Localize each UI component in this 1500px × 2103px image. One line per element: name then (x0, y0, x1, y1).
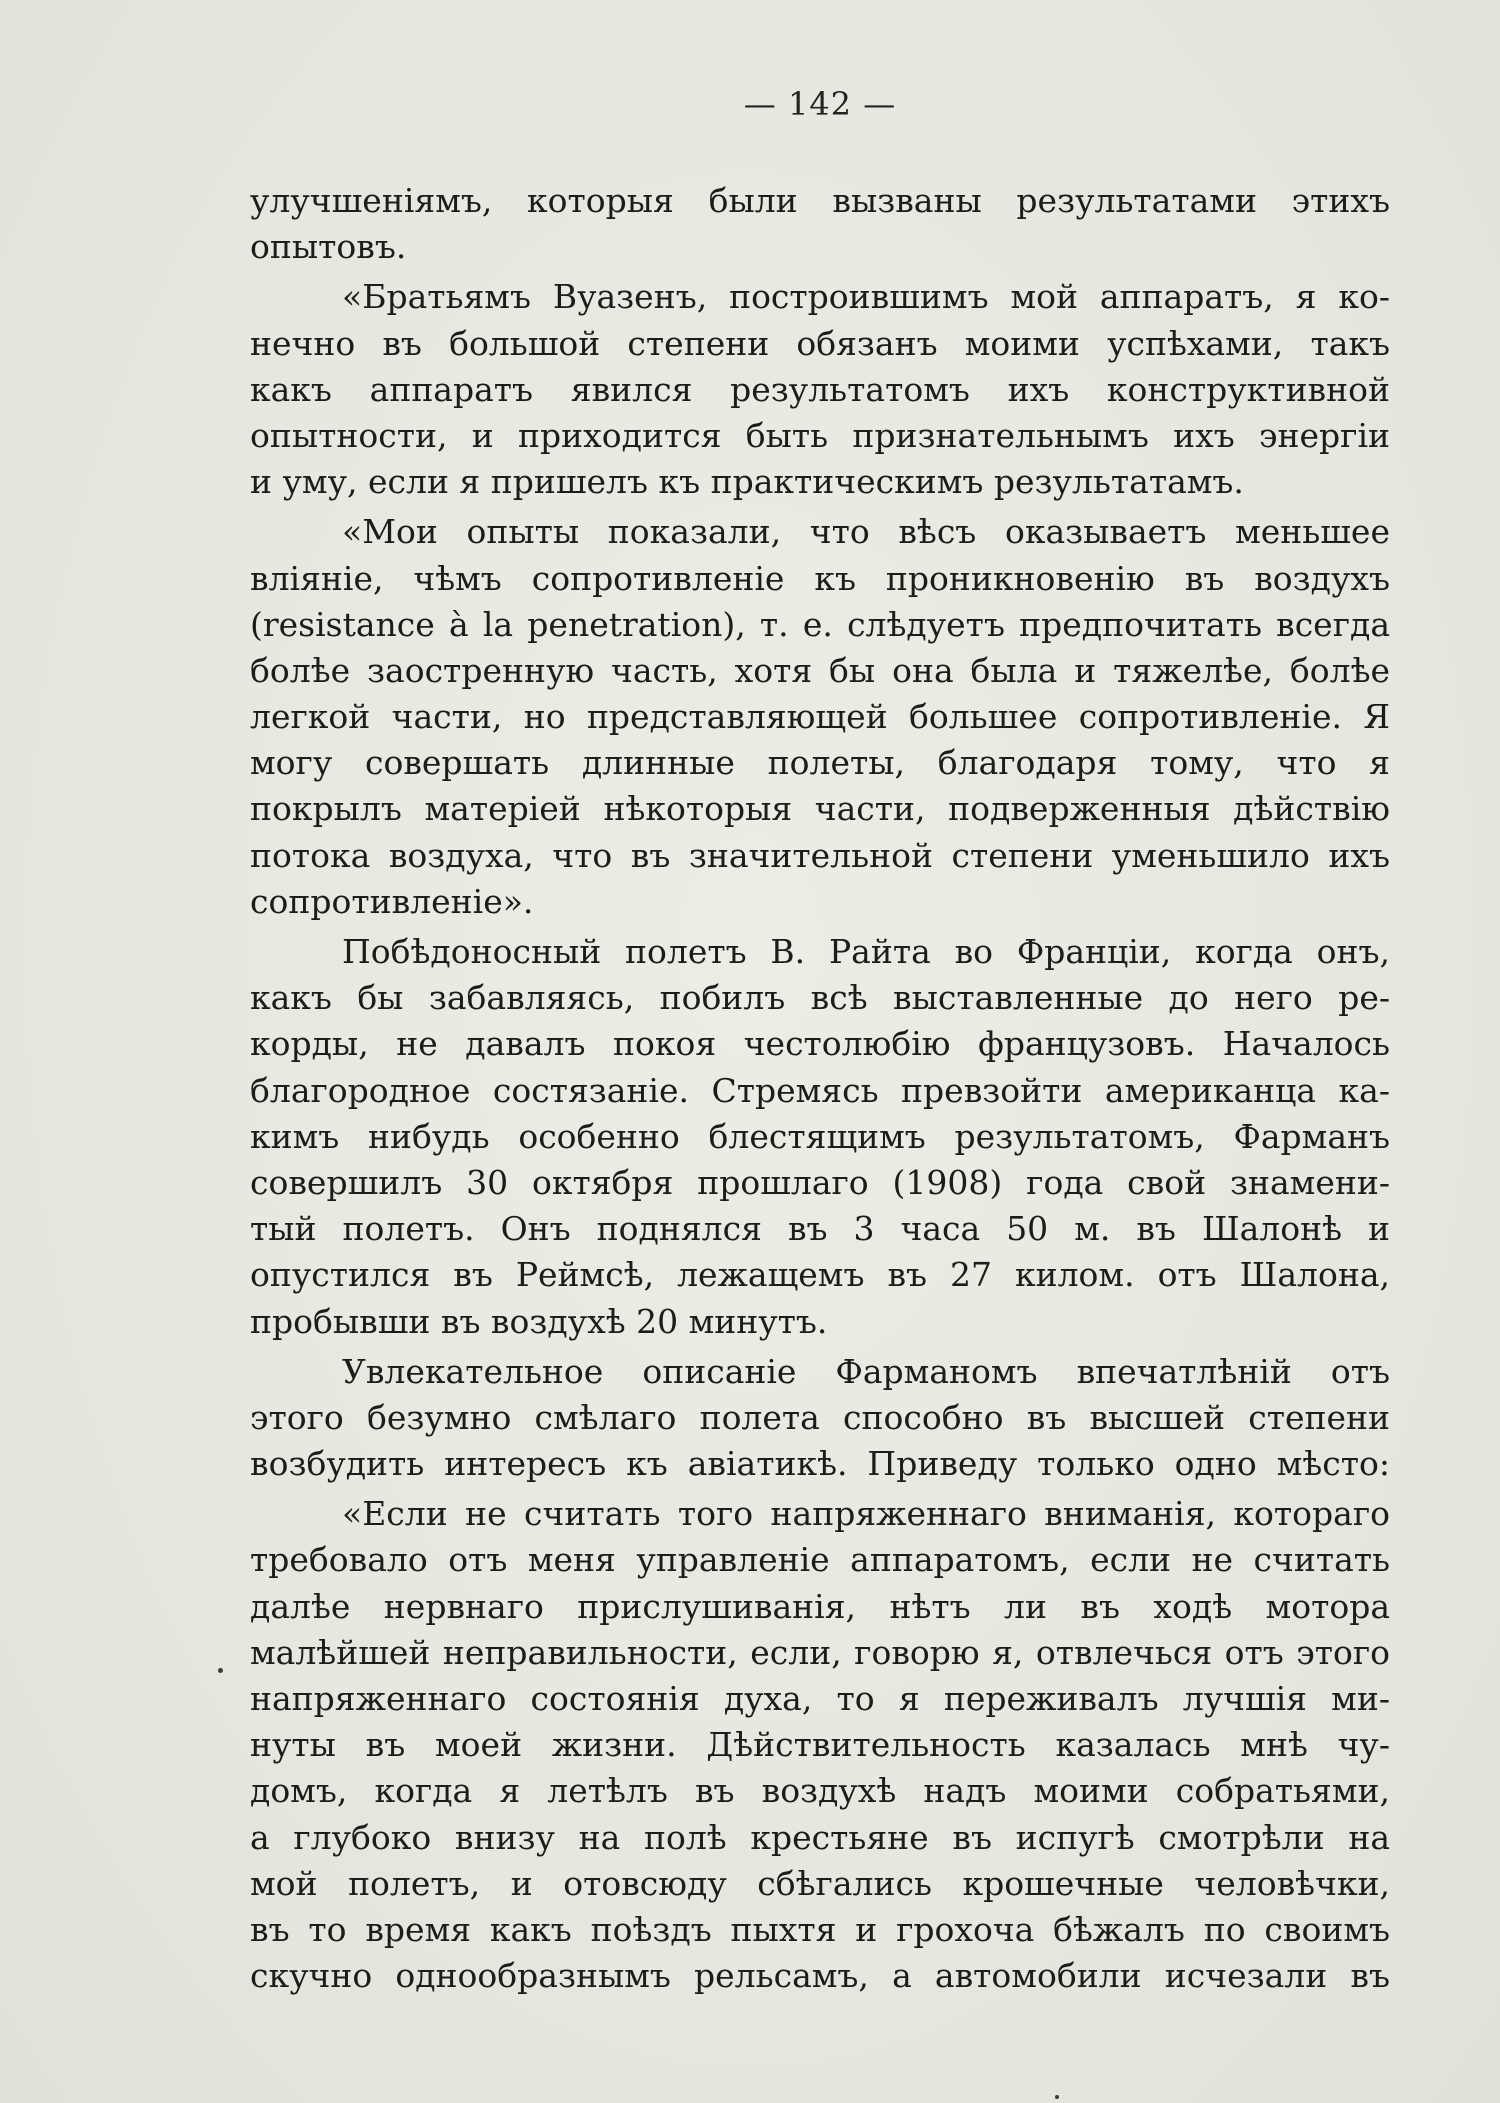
text-line: Побѣдоносный полетъ В. Райта во Франціи, когда онъ, (342, 932, 1390, 971)
text-line: болѣе заостренную часть, хотя бы она была и тяжелѣе, болѣе (250, 650, 1390, 690)
text-line: могу совершать длинные полеты, благодаря тому, что я (250, 743, 1390, 783)
text-line: покрылъ матеріей нѣкоторыя части, подверженныя дѣйствію (250, 789, 1390, 829)
text-line: опытовъ. (250, 227, 407, 267)
text-line: легкой части, но представляющей большее сопротивленіе. Я (250, 697, 1390, 737)
text-line: нуты въ моей жизни. Дѣйствительность казалась мнѣ чу- (250, 1725, 1390, 1765)
text-line: а глубоко внизу на полѣ крестьяне въ испугѣ смотрѣли на (250, 1817, 1390, 1857)
text-line: этого безумно смѣлаго полета способно въ высшей степени (250, 1397, 1390, 1437)
text-line: Увлекательное описаніе Фарманомъ впечатлѣній отъ (342, 1351, 1390, 1391)
text-line: благородное состязаніе. Стремясь превзойти американца ка- (250, 1070, 1390, 1110)
text-line: скучно однообразнымъ рельсамъ, а автомобили исчезали въ (250, 1956, 1390, 1996)
text-line: потока воздуха, что въ значительной степени уменьшило ихъ (250, 835, 1390, 875)
page-number: — 142 — (743, 85, 897, 123)
text-line: мой полетъ, и отовсюду сбѣгались крошечные человѣчки, (250, 1863, 1390, 1903)
text-line: малѣйшей неправильности, если, говорю я, отвлечься отъ этого (250, 1632, 1390, 1672)
text-line: домъ, когда я летѣлъ въ воздухѣ надъ моими собратьями, (250, 1771, 1390, 1811)
text-line: вліяніе, чѣмъ сопротивленіе къ проникновенію въ воздухъ (250, 558, 1390, 598)
text-line: кимъ нибудь особенно блестящимъ результатомъ, Фарманъ (250, 1116, 1390, 1156)
text-line: и уму, если я пришелъ къ практическимъ результатамъ. (250, 462, 1244, 502)
text-line: какъ аппаратъ явился результатомъ ихъ конструктивной (250, 369, 1390, 409)
text-line: тый полетъ. Онъ поднялся въ 3 часа 50 м. въ Шалонѣ и (250, 1209, 1390, 1249)
text-line: «Если не считать того напряженнаго вниманія, котораго (342, 1494, 1390, 1534)
text-line: улучшеніямъ, которыя были вызваны результатами этихъ (250, 181, 1390, 220)
text-line: (resistance à la penetration), т. е. слѣдуетъ предпочитать всегда (250, 604, 1390, 644)
text-line: опустился въ Реймсѣ, лежащемъ въ 27 килом. отъ Шалона, (250, 1255, 1390, 1295)
body-text (250, 178, 1390, 1999)
text-line: возбудить интересъ къ авіатикѣ. Приведу только одно мѣсто: (250, 1444, 1390, 1484)
text-line: напряженнаго состоянія духа, то я переживалъ лучшія ми- (250, 1679, 1390, 1718)
text-line: требовало отъ меня управленіе аппаратомъ, если не считать (250, 1540, 1390, 1580)
text-line: далѣе нервнаго прислушиванія, нѣтъ ли въ ходѣ мотора (250, 1586, 1390, 1626)
print-speck (1055, 2095, 1059, 2099)
text-line: опытности, и приходится быть признательнымъ ихъ энергіи (250, 415, 1390, 455)
text-line: нечно въ большой степени обязанъ моими успѣхами, такъ (250, 323, 1390, 363)
print-speck (218, 1668, 223, 1673)
text-line: какъ бы забавляясь, побилъ всѣ выставленные до него ре- (250, 978, 1390, 1018)
text-line: корды, не давалъ покоя честолюбію французовъ. Началось (250, 1024, 1390, 1064)
text-line: «Братьямъ Вуазенъ, построившимъ мой аппаратъ, я ко- (342, 277, 1390, 317)
text-line: сопротивленіе». (250, 881, 534, 921)
text-line: пробывши въ воздухѣ 20 минутъ. (250, 1301, 828, 1341)
text-line: совершилъ 30 октября прошлаго (1908) года свой знамени- (250, 1162, 1390, 1202)
text-line: «Мои опыты показали, что вѣсъ оказываетъ меньшее (342, 512, 1390, 552)
text-line: въ то время какъ поѣздъ пыхтя и грохоча бѣжалъ по своимъ (250, 1909, 1390, 1949)
